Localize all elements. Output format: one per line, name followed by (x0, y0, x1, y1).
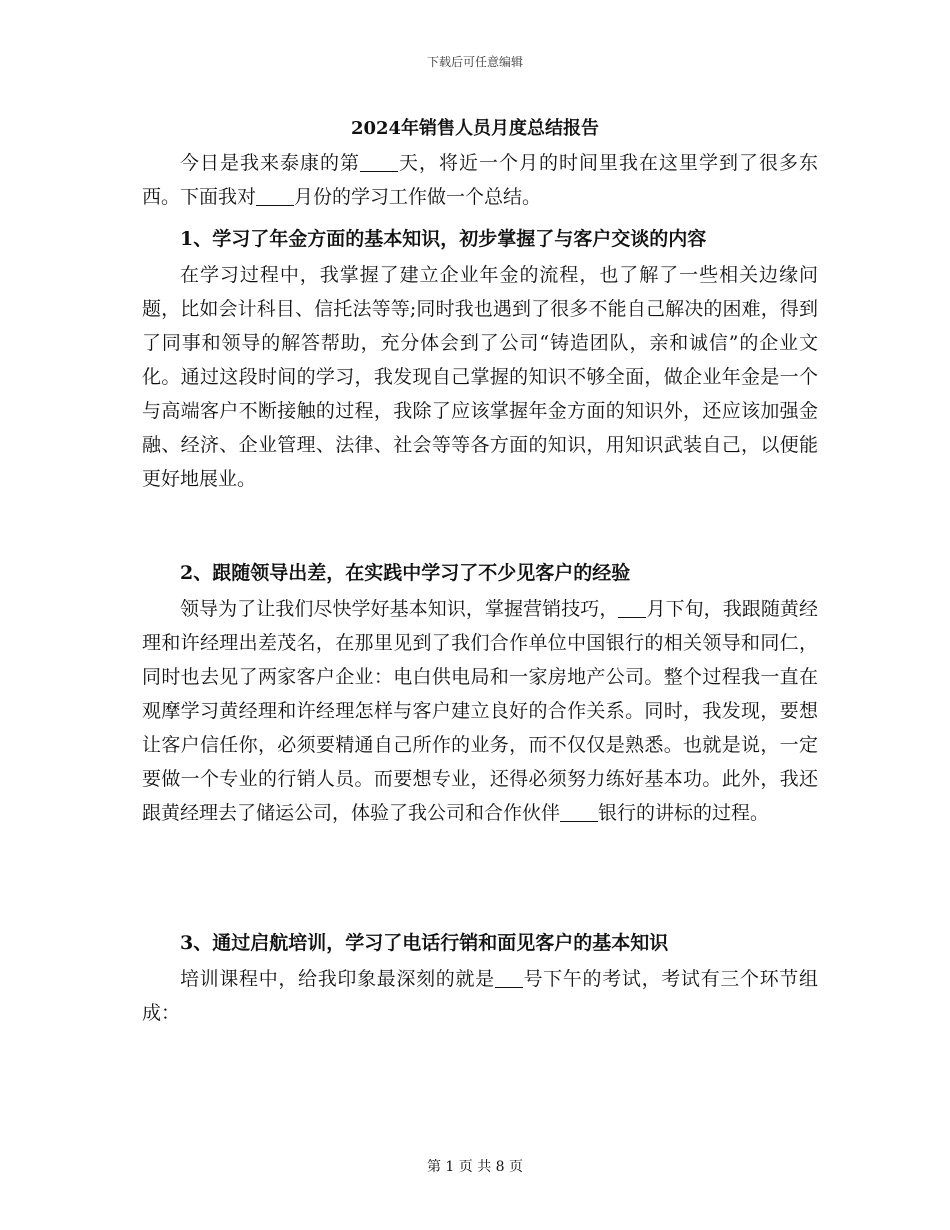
intro-paragraph (142, 146, 818, 214)
section-3-body (142, 962, 818, 1030)
fill-in-blank-month-2 (618, 598, 646, 618)
intro-text-3: 月份的学习工作做一个总结。 (294, 186, 542, 208)
intro-text-1: 今日是我来泰康的第 (180, 152, 360, 174)
section-2-heading: 2、跟随领导出差，在实践中学习了不少见客户的经验 (180, 562, 631, 584)
section-2-text-2: 月下旬，我跟随黄经理和许经理出差茂名，在那里见到了我们合作单位中国银行的相关领导和同仁，同时也去见了两家客户企业：电白供电局和一家房地产公司。整个过程我一直在观摩学习黄经理和许经理怎样与客户建立良好的合作关系。同时，我发现，要想让客户信任你，必须要精通自己所作的业务，而不仅仅是熟悉。也就是说，一定要做一个专业的行销人员。而要想专业，还得必须努力练好基本功。此外，我还跟黄经理去了储运公司，体验了我公司和合作伙伴 (142, 598, 818, 824)
fill-in-blank-month (256, 186, 294, 206)
section-3-text-2: 号下午的考试，考试有三个环节组成： (142, 968, 818, 1024)
page-header-note: 下载后可任意编辑 (426, 55, 523, 69)
section-1-heading: 1、学习了年金方面的基本知识，初步掌握了与客户交谈的内容 (180, 228, 707, 250)
section-2-text-3: 银行的讲标的过程。 (598, 802, 770, 824)
section-2-text-1: 领导为了让我们尽快学好基本知识，掌握营销技巧， (180, 598, 619, 620)
intro-text-2: 天，将近一个月的时间里我在这里学到了很多东西。下面我对 (142, 152, 818, 208)
section-3-text-1: 培训课程中，给我印象最深刻的就是 (180, 968, 495, 990)
fill-in-blank-date (495, 968, 523, 988)
page-number-footer: 第 1 页 共 8 页 (426, 1159, 524, 1175)
fill-in-blank-bank (560, 802, 598, 822)
section-1-body: 在学习过程中，我掌握了建立企业年金的流程，也了解了一些相关边缘问题，比如会计科目、信托法等等;同时我也遇到了很多不能自己解决的困难，得到了同事和领导的解答帮助，充分体会到了公司“铸造团队，亲和诚信”的企业文化。通过这段时间的学习，我发现自己掌握的知识不够全面，做企业年金是一个与高端客户不断接触的过程，我除了应该掌握年金方面的知识外，还应该加强金融、经济、企业管理、法律、社会等等各方面的知识，用知识武装自己，以便能更好地展业。 (142, 264, 818, 490)
fill-in-blank-days (360, 152, 398, 172)
section-2-body (142, 592, 818, 830)
document-title: 2024年销售人员月度总结报告 (350, 118, 600, 139)
section-3-heading: 3、通过启航培训，学习了电话行销和面见客户的基本知识 (180, 932, 669, 954)
